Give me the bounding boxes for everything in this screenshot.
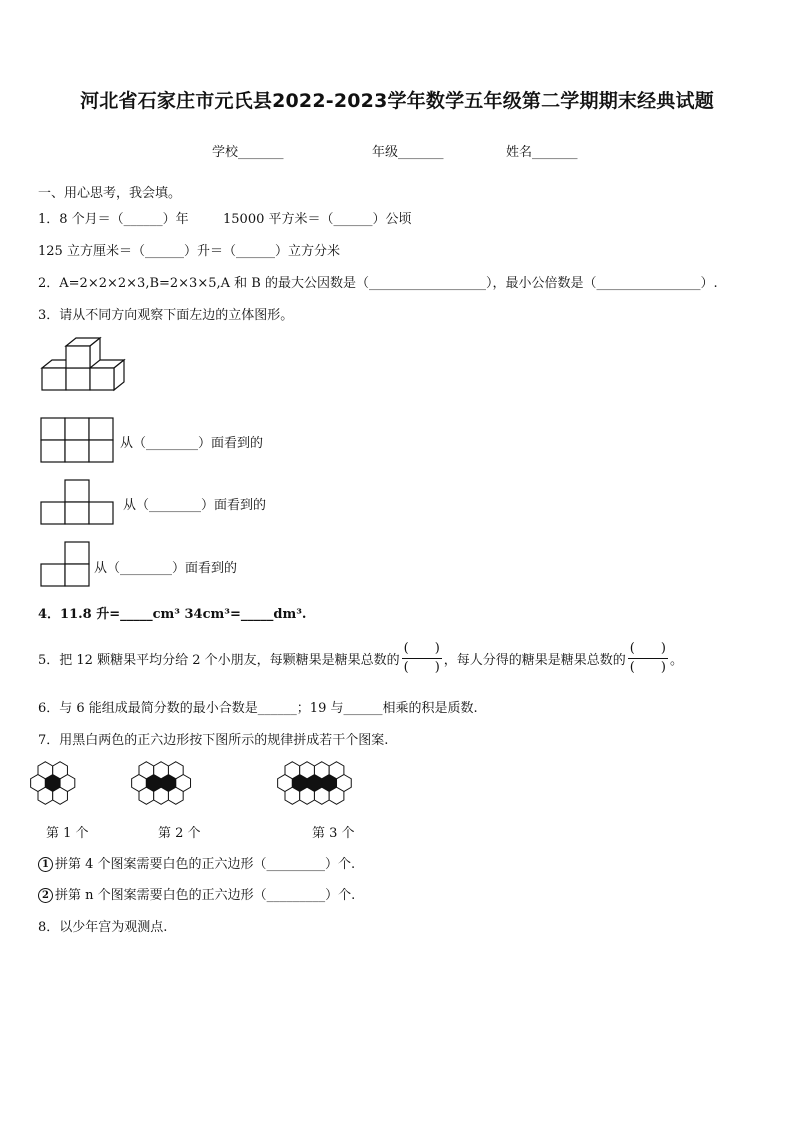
white-hexagon — [300, 762, 315, 779]
fraction-1-denominator: ( ) — [403, 659, 440, 675]
question-4: 4．11.8 升=_____cm³ 34cm³=_____dm³. — [38, 607, 307, 622]
cube-figure — [38, 336, 138, 396]
view-grid-1 — [40, 417, 116, 463]
question-7-sub-1-text: 拼第 4 个图案需要白色的正六边形（_________）个. — [55, 857, 356, 872]
question-2: 2．A=2×2×2×3,B=2×3×5,A 和 B 的最大公因数是（__________________），最小公倍数是（________________）. — [38, 276, 718, 291]
white-hexagon — [154, 787, 169, 804]
white-hexagon — [300, 787, 315, 804]
question-7-sub-2 — [38, 884, 355, 903]
white-hexagon — [53, 762, 68, 779]
view-3-label: 从（________）面看到的 — [94, 561, 238, 576]
question-1-part-a: 1．8 个月＝（______）年 — [38, 212, 189, 227]
fraction-1 — [402, 641, 442, 676]
question-7-sub-1 — [38, 853, 355, 872]
white-hexagon — [139, 787, 154, 804]
view-grid-3 — [40, 541, 92, 587]
fraction-2-denominator: ( ) — [629, 659, 666, 675]
white-hexagon — [168, 762, 183, 779]
white-hexagon — [53, 787, 68, 804]
question-5-text-b: ，每人分得的糖果是糖果总数的 — [443, 652, 626, 668]
view-grid-2 — [40, 479, 116, 525]
hexagon-pattern-2 — [138, 757, 224, 809]
circled-number-2: 2 — [38, 888, 53, 903]
white-hexagon — [329, 787, 344, 804]
white-hexagon — [38, 762, 53, 779]
white-hexagon — [154, 762, 169, 779]
circled-number-1: 1 — [38, 857, 53, 872]
pattern-label-3: 第 3 个 — [312, 826, 355, 841]
fraction-2-numerator: ( ) — [628, 641, 668, 659]
question-1-part-b: 15000 平方米＝（______）公顷 — [223, 212, 412, 227]
white-hexagon — [329, 762, 344, 779]
question-5-text-c: 。 — [669, 652, 683, 668]
question-1-line-2: 125 立方厘米＝（______）升＝（______）立方分米 — [38, 244, 340, 259]
view-1-label: 从（________）面看到的 — [120, 436, 264, 451]
fraction-1-numerator: ( ) — [402, 641, 442, 659]
white-hexagon — [168, 787, 183, 804]
white-hexagon — [285, 787, 300, 804]
pattern-label-2: 第 2 个 — [158, 826, 201, 841]
fraction-2 — [628, 641, 668, 676]
question-7-sub-2-text: 拼第 n 个图案需要白色的正六边形（_________）个. — [55, 888, 356, 903]
question-5 — [38, 636, 683, 680]
name-field: 姓名_______ — [506, 145, 578, 160]
question-7: 7．用黑白两色的正六边形按下图所示的规律拼成若干个图案. — [38, 733, 389, 748]
white-hexagon — [38, 787, 53, 804]
white-hexagon — [285, 762, 300, 779]
hexagon-pattern-3 — [284, 757, 404, 809]
white-hexagon — [314, 787, 329, 804]
question-8: 8．以少年宫为观测点. — [38, 920, 168, 935]
white-hexagon — [139, 762, 154, 779]
question-5-text-a: 5．把 12 颗糖果平均分给 2 个小朋友，每颗糖果是糖果总数的 — [38, 652, 400, 668]
page-title: 河北省石家庄市元氏县2022-2023学年数学五年级第二学期期末经典试题 — [80, 90, 714, 112]
school-field: 学校_______ — [212, 145, 284, 160]
section-heading: 一、用心思考，我会填。 — [38, 186, 182, 201]
pattern-label-1: 第 1 个 — [46, 826, 89, 841]
grade-field: 年级_______ — [372, 145, 444, 160]
white-hexagon — [314, 762, 329, 779]
question-6: 6．与 6 能组成最简分数的最小合数是______；19 与______相乘的积是质数. — [38, 701, 478, 716]
hexagon-pattern-1 — [37, 757, 89, 809]
question-3: 3．请从不同方向观察下面左边的立体图形。 — [38, 308, 294, 323]
view-2-label: 从（________）面看到的 — [123, 498, 267, 513]
